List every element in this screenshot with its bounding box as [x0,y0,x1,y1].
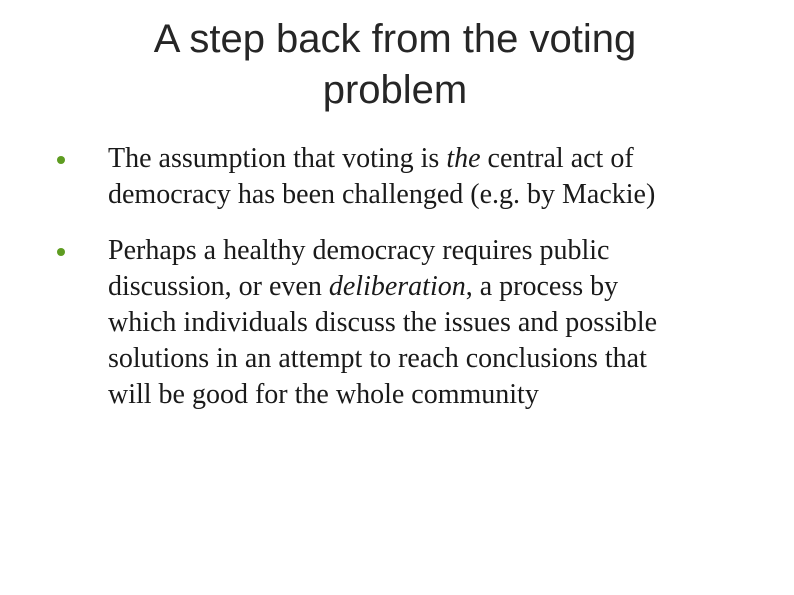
bullet-line [108,377,738,413]
text-run: will be good for the whole community [108,379,539,410]
slide-title-line: A step back from the voting [153,17,637,61]
bullet-list [0,141,794,433]
slide-title [60,14,730,116]
text-run: Perhaps a healthy democracy requires public [108,235,610,266]
text-run: central act of [480,143,634,174]
bullet-line [108,305,738,341]
bullet-dot-icon [57,248,65,256]
bullet-item [0,233,738,413]
bullet-line [108,269,738,305]
text-run: discussion, or even [108,271,329,302]
bullet-line [108,141,738,177]
text-run: democracy has been challenged (e.g. by Mackie) [108,179,656,210]
text-run: solutions in an attempt to reach conclusions that [108,343,647,374]
text-run: which individuals discuss the issues and possible [108,307,658,338]
text-run: The assumption that voting is [108,143,447,174]
bullet-line [108,177,738,213]
bullet-line [108,233,738,269]
emphasis-text: deliberation [328,271,466,302]
text-run: , a process by [465,271,619,302]
emphasis-text: the [446,143,481,174]
bullet-line [108,341,738,377]
bullet-item [0,141,738,213]
slide-title-line: problem [322,68,468,112]
bullet-dot-icon [57,156,65,164]
